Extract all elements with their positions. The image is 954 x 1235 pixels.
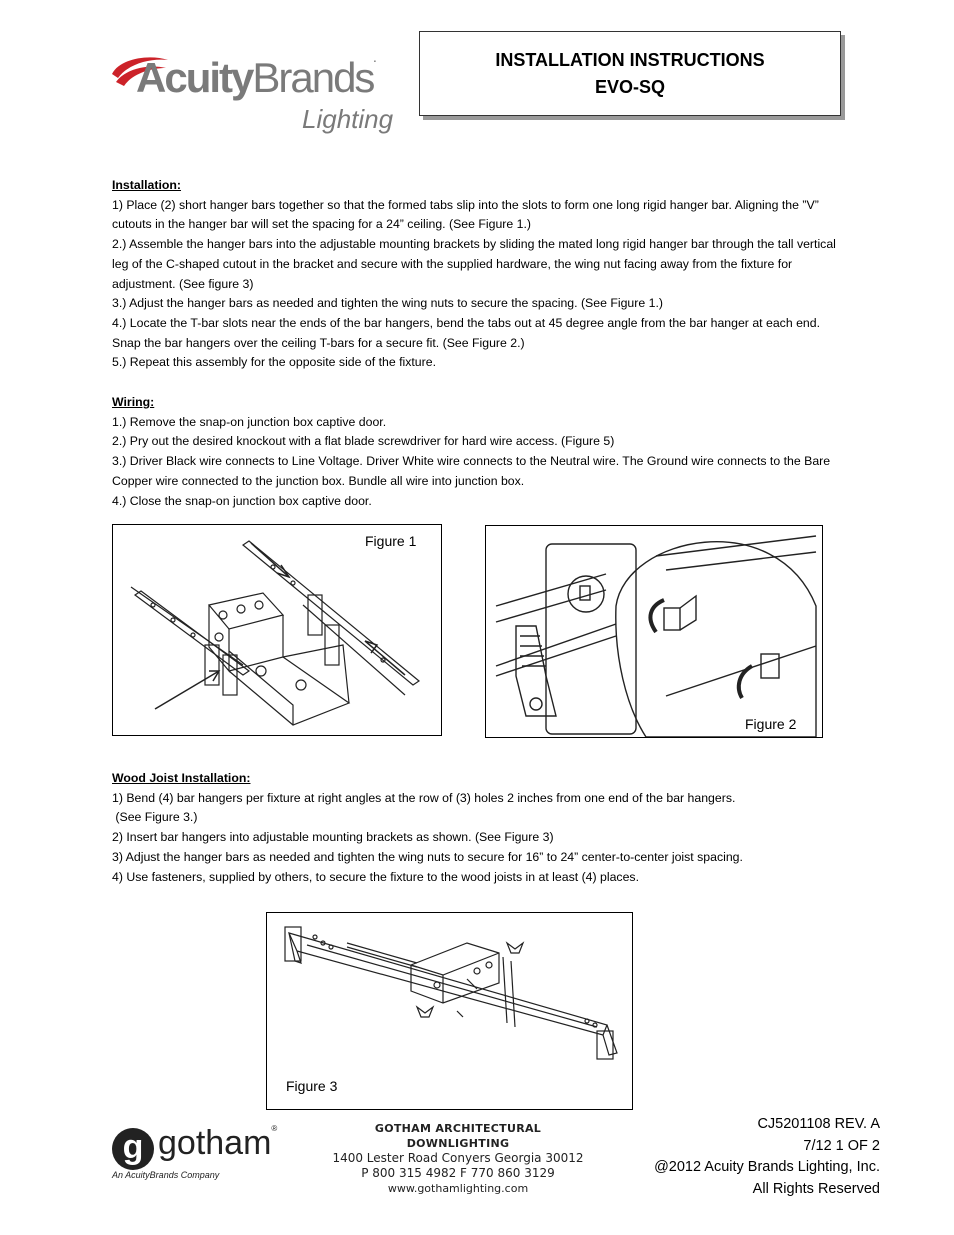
installation-step: 4.) Locate the T-bar slots near the ends of the bar hangers, bend the tabs out at 45 degree angle from the bar hanger at each end. Snap the bar hangers over the ceiling T-bars for a secure fit. (See Figure 2.)	[112, 315, 821, 350]
address-phone: P 800 315 4982 F 770 860 3129	[361, 1166, 555, 1180]
figure-1-label: Figure 1	[365, 533, 417, 549]
address-website: www.gothamlighting.com	[387, 1182, 529, 1195]
wiring-section	[112, 393, 852, 511]
wood-joist-step: 4) Use fasteners, supplied by others, to secure the fixture to the wood joists in at least (4) places.	[112, 869, 639, 884]
address-company: GOTHAM ARCHITECTURAL DOWNLIGHTING	[374, 1122, 542, 1150]
installation-heading: Installation:	[112, 178, 182, 192]
doc-date-page: 7/12 1 OF 2	[803, 1137, 880, 1154]
figure-2-label: Figure 2	[745, 716, 797, 732]
acuity-brands-logo	[110, 52, 394, 142]
installation-step: 5.) Repeat this assembly for the opposite side of the fixture.	[112, 355, 436, 370]
product-name: EVO-SQ	[594, 76, 665, 97]
wiring-heading: Wiring:	[112, 395, 155, 409]
gotham-logo	[112, 1126, 312, 1182]
wiring-step: 3.) Driver Black wire connects to Line Voltage. Driver White wire connects to the Neutral wire. The Ground wire connects to the Bare Copper wire connected to the junction box. Bundle all wire into junction box.	[112, 454, 831, 488]
logo-wordmark: AcuityBrands.	[136, 54, 377, 101]
wiring-step: 1.) Remove the snap-on junction box captive door.	[112, 414, 387, 429]
doc-number: CJ5201108 REV. A	[757, 1116, 880, 1132]
rights: All Rights Reserved	[752, 1180, 880, 1197]
company-address	[330, 1121, 586, 1196]
wood-joist-step: (See Figure 3.)	[112, 810, 198, 825]
wiring-step: 4.) Close the snap-on junction box captive door.	[112, 493, 372, 508]
installation-step: 2.) Assemble the hanger bars into the adjustable mounting brackets by sliding the mated long rigid hanger bar through the tall vertical leg of the C-shaped cutout in the bracket and secure with the supplied hardware, the wing nut facing away from the fixture for adjustment. (See figure 3)	[112, 237, 836, 291]
gotham-tagline: An AcuityBrands Company	[112, 1170, 220, 1180]
figure-2-illustration	[486, 526, 822, 737]
figure-1-illustration	[113, 525, 441, 735]
document-info	[654, 1114, 880, 1200]
figure-3	[266, 912, 633, 1110]
logo-subtitle: Lighting	[302, 104, 394, 134]
installation-step: 3.) Adjust the hanger bars as needed and tighten the wing nuts to secure the spacing. (See Figure 1.)	[112, 296, 663, 311]
address-street: 1400 Lester Road Conyers Georgia 30012	[332, 1151, 584, 1165]
title-box	[419, 31, 841, 116]
copyright: @2012 Acuity Brands Lighting, Inc.	[654, 1159, 880, 1175]
gotham-wordmark: gotham®	[158, 1124, 278, 1162]
figure-1	[112, 524, 442, 736]
figure-3-label: Figure 3	[286, 1078, 338, 1094]
installation-step: 1) Place (2) short hanger bars together so that the formed tabs slip into the slots to form one long rigid hanger bar. Aligning the ”V” cutouts in the hanger bar will set the spacing for a 24” ceiling. (See Figure 1.)	[112, 197, 819, 232]
wood-joist-step: 2) Insert bar hangers into adjustable mounting brackets as shown. (See Figure 3)	[112, 830, 554, 845]
wood-joist-heading: Wood Joist Installation:	[112, 771, 251, 785]
page-title: INSTALLATION INSTRUCTIONS	[495, 49, 765, 70]
wood-joist-section	[112, 769, 852, 887]
wood-joist-step: 1) Bend (4) bar hangers per fixture at right angles at the row of (3) holes 2 inches from one end of the bar hangers.	[112, 790, 736, 805]
gotham-g-mark: g	[112, 1128, 154, 1170]
installation-section	[112, 176, 852, 373]
figure-2	[485, 525, 823, 738]
wood-joist-step: 3) Adjust the hanger bars as needed and tighten the wing nuts to secure for 16” to 24” center-to-center joist spacing.	[112, 849, 743, 864]
wiring-step: 2.) Pry out the desired knockout with a flat blade screwdriver for hard wire access. (Figure 5)	[112, 434, 615, 449]
